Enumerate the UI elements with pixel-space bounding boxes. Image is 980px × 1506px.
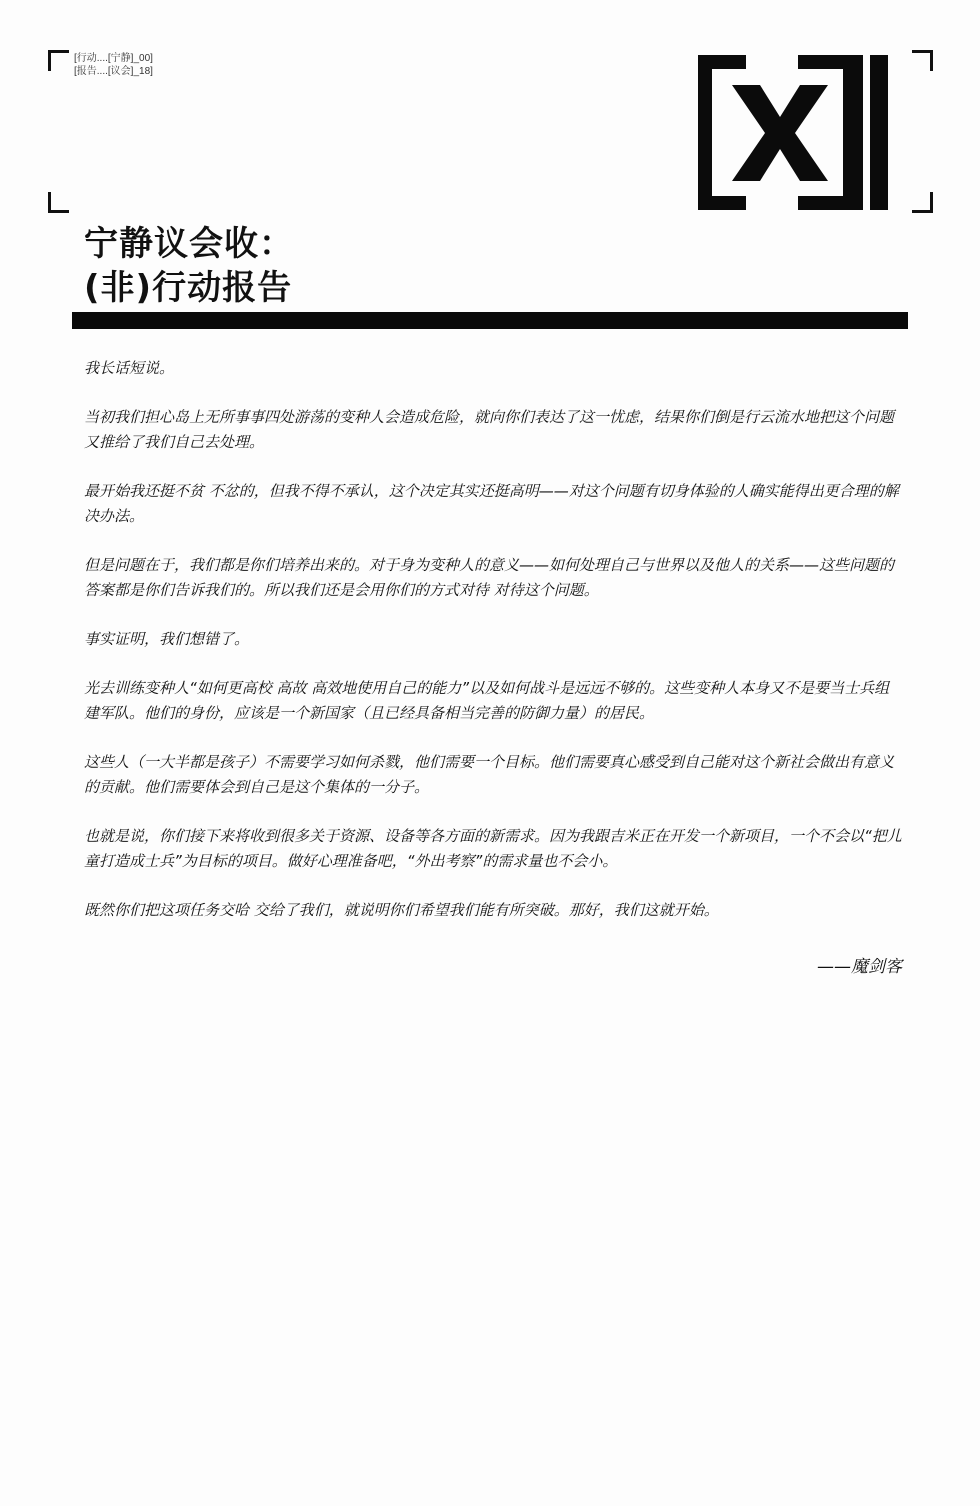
title-line-1: 宁静议会收：	[84, 224, 294, 264]
signature: ——魔剑客	[817, 957, 902, 977]
report-body	[84, 356, 904, 947]
paragraph: 当初我们担心岛上无所事事四处游荡的变种人会造成危险，就向你们表达了这一忧虑，结果你们倒是行云流水地把这个问题又推给了我们自己去处理。	[84, 408, 895, 451]
corner-bracket-bottom-right	[912, 192, 933, 213]
paragraph: 既然你们把这项任务交哈 交给了我们，就说明你们希望我们能有所突破。那好，我们这就开始。	[84, 901, 719, 919]
title-line-2: (非)行动报告	[84, 268, 293, 308]
file-code-line-2: [报告....[议会]_18]	[74, 66, 153, 77]
corner-bracket-bottom-left	[48, 192, 69, 213]
title-divider	[72, 312, 908, 329]
paragraph: 事实证明，我们想错了。	[84, 630, 250, 648]
paragraph: 这些人（一大半都是孩子）不需要学习如何杀戮，他们需要一个目标。他们需要真心感受到自己能对这个新社会做出有意义的贡献。他们需要体会到自己是这个集体的一分子。	[84, 753, 895, 796]
file-code-line-1: [行动....[宁静]_00]	[74, 53, 153, 64]
paragraph: 光去训练变种人“如何更高校 高故 高效地使用自己的能力”以及如何战斗是远远不够的。这些变种人本身又不是要当士兵组建军队。他们的身份，应该是一个新国家（且已经具备相当完善的防御力量）的居民。	[84, 679, 890, 722]
paragraph: 也就是说，你们接下来将收到很多关于资源、设备等各方面的新需求。因为我跟吉米正在开发一个新项目，一个不会以“把儿童打造成士兵”为目标的项目。做好心理准备吧，“外出考察”的需求量也不会小。	[84, 827, 902, 870]
paragraph: 最开始我还挺不贫 不忿的，但我不得不承认，这个决定其实还挺高明——对这个问题有切身体验的人确实能得出更合理的解决办法。	[84, 482, 899, 525]
x-men-logo-icon	[698, 55, 888, 210]
corner-bracket-top-left	[48, 50, 69, 71]
paragraph: 我长话短说。	[84, 359, 175, 377]
file-codes	[74, 52, 153, 78]
page-title	[84, 222, 294, 310]
paragraph: 但是问题在于，我们都是你们培养出来的。对于身为变种人的意义——如何处理自己与世界以及他人的关系——这些问题的答案都是你们告诉我们的。所以我们还是会用你们的方式对待 对待这个问题。	[84, 556, 895, 599]
corner-bracket-top-right	[912, 50, 933, 71]
